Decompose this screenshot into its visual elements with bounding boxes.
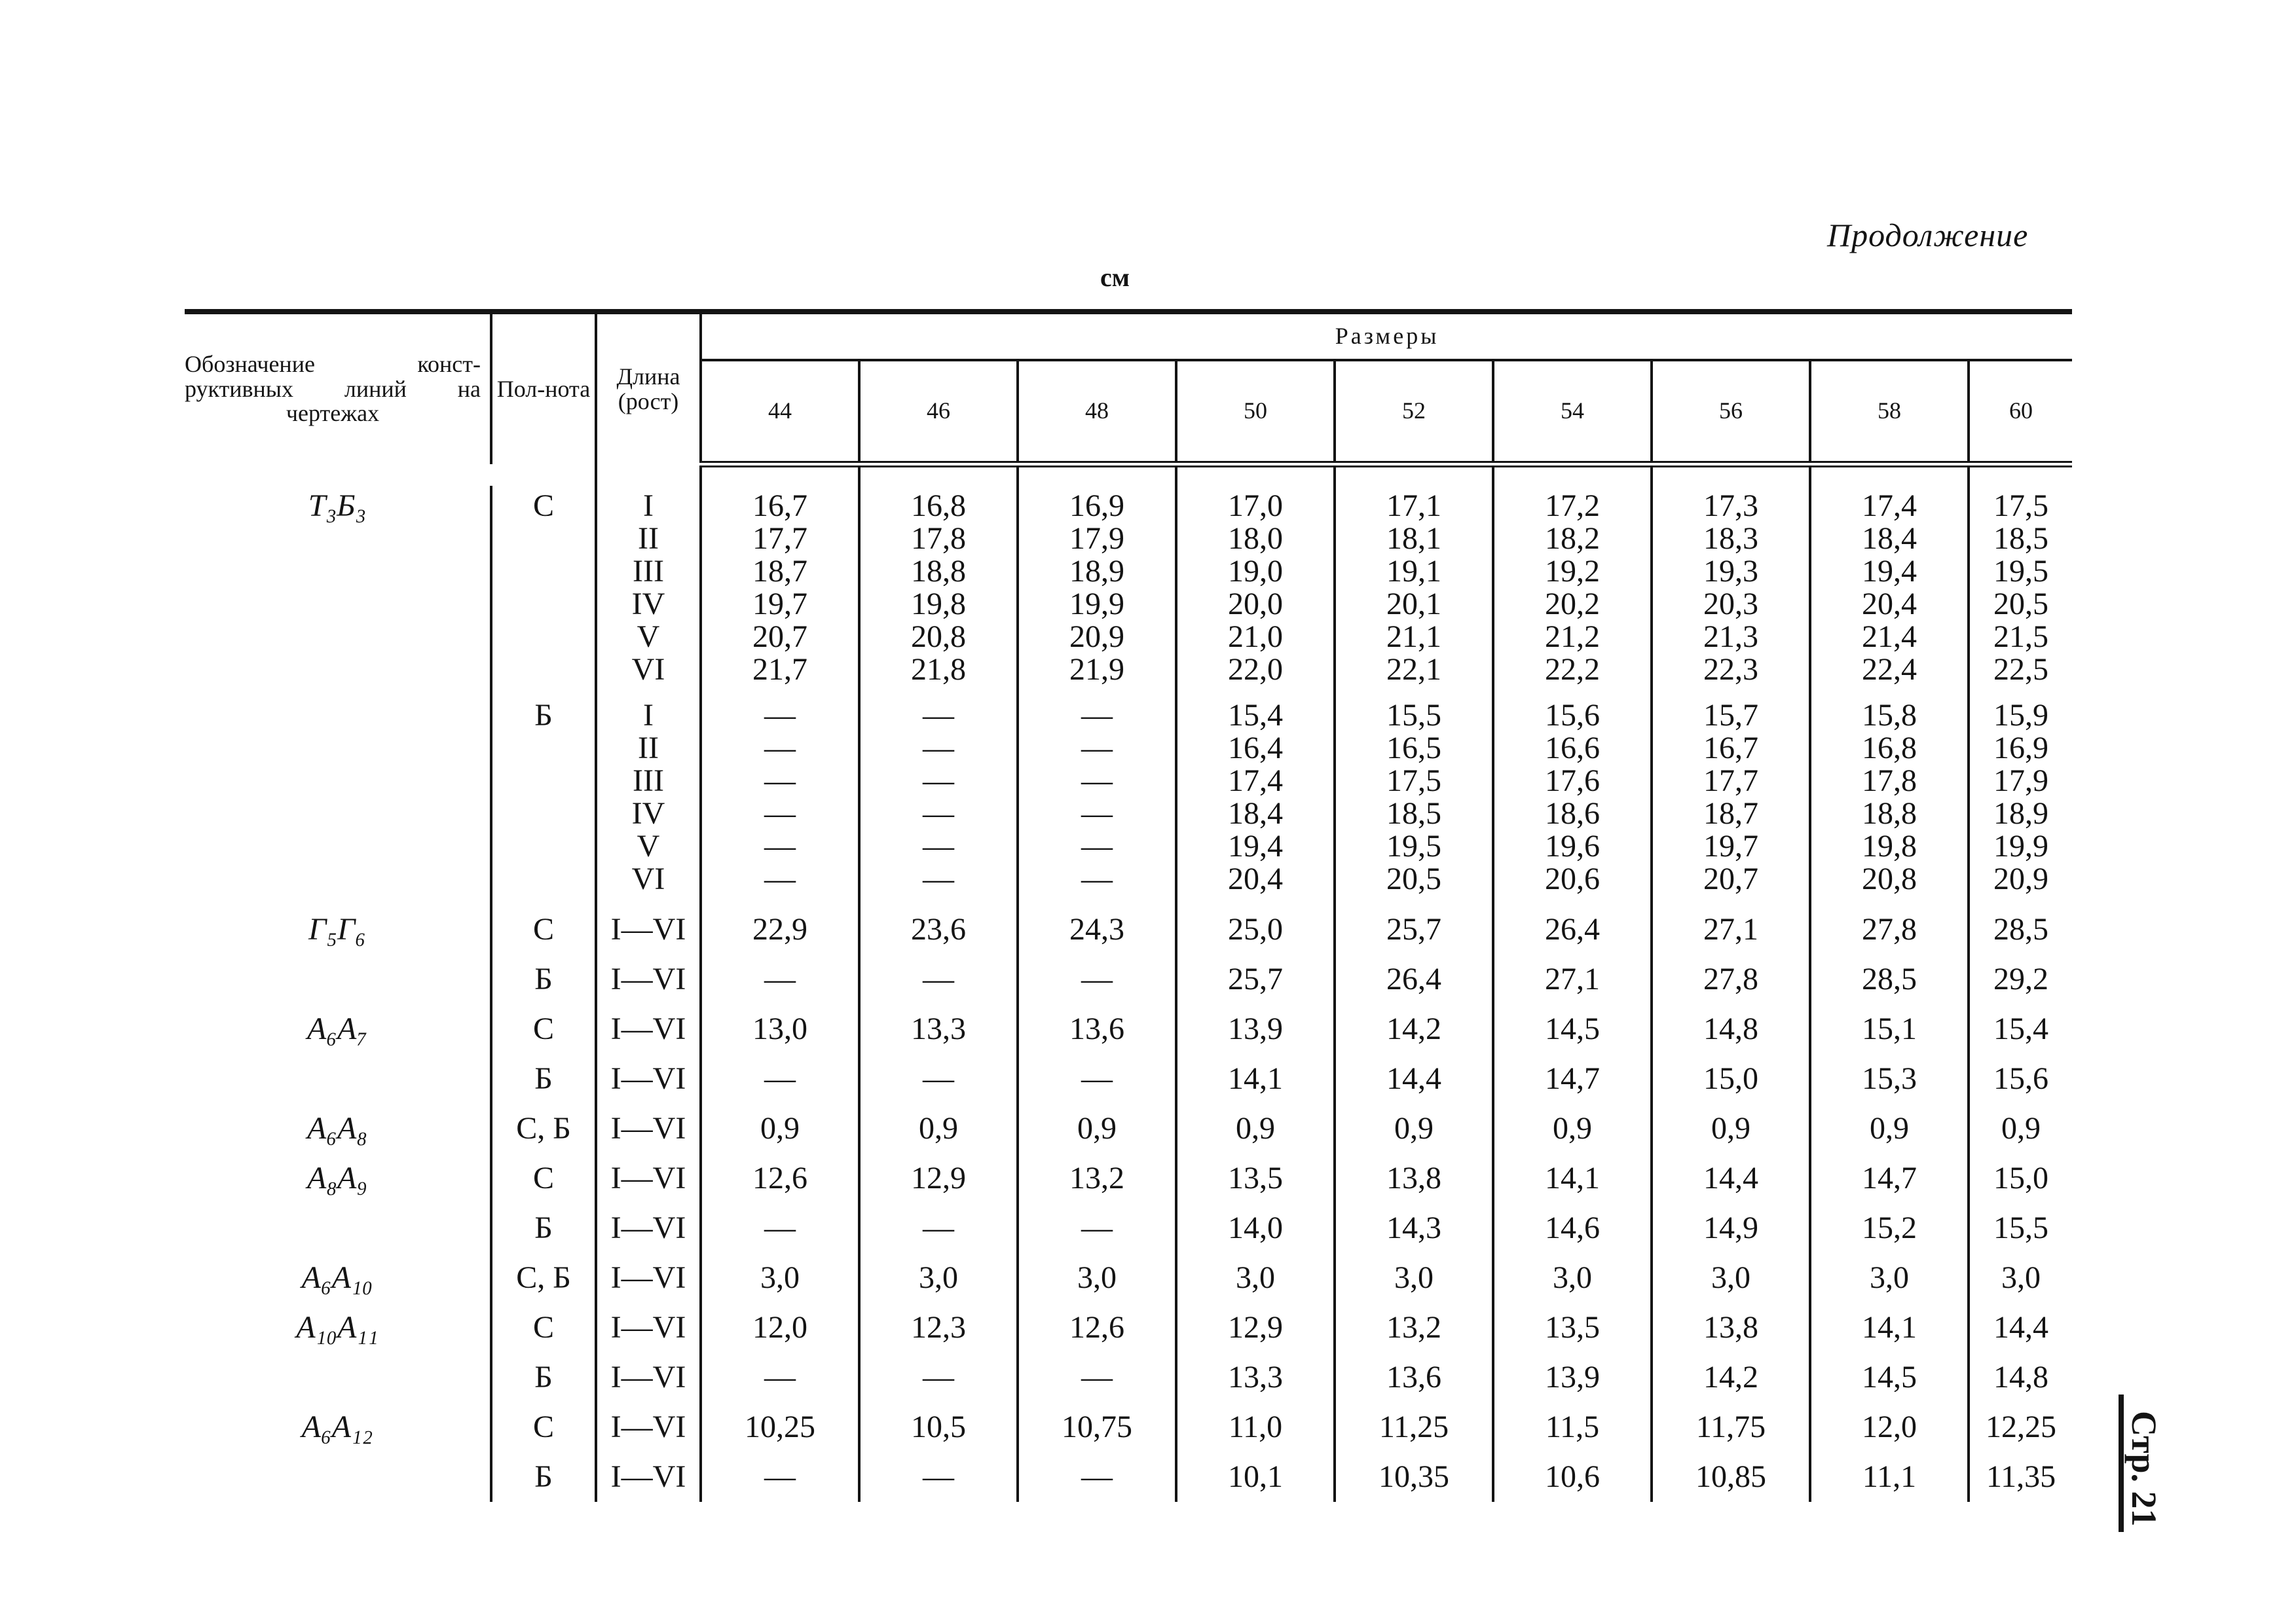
cell-size-58: 14,5 bbox=[1810, 1353, 1969, 1402]
table-row bbox=[185, 1054, 2072, 1104]
cell-size-46: 16,8 17,8 18,8 19,8 20,8 21,8 bbox=[859, 486, 1018, 695]
table-row bbox=[185, 1452, 2072, 1502]
cell-size-50: 15,4 16,4 17,4 18,4 19,4 20,4 bbox=[1176, 695, 1335, 905]
row-polnota: С bbox=[491, 1303, 596, 1353]
table-row bbox=[185, 1154, 2072, 1203]
table-row bbox=[185, 1353, 2072, 1402]
table-row bbox=[185, 955, 2072, 1004]
cell-size-46: — bbox=[859, 1452, 1018, 1502]
row-polnota: Б bbox=[491, 1452, 596, 1502]
table-row bbox=[185, 1004, 2072, 1054]
table-row bbox=[185, 1303, 2072, 1353]
row-designation: Т₃Б₃ bbox=[185, 486, 491, 695]
cell-size-58: 3,0 bbox=[1810, 1253, 1969, 1303]
cell-size-52: 25,7 bbox=[1335, 905, 1493, 955]
cell-size-48: — bbox=[1018, 1452, 1176, 1502]
cell-size-46: 10,5 bbox=[859, 1402, 1018, 1452]
size-header-44: 44 bbox=[701, 360, 859, 464]
row-polnota: С bbox=[491, 486, 596, 695]
cell-size-58: 12,0 bbox=[1810, 1402, 1969, 1452]
cell-size-58: 15,1 bbox=[1810, 1004, 1969, 1054]
cell-size-56: 14,2 bbox=[1652, 1353, 1810, 1402]
cell-size-56: 3,0 bbox=[1652, 1253, 1810, 1303]
row-length: I II III IV V VI bbox=[596, 695, 701, 905]
sizes-table bbox=[185, 309, 2072, 1502]
cell-size-48: 10,75 bbox=[1018, 1402, 1176, 1452]
cell-size-50: 12,9 bbox=[1176, 1303, 1335, 1353]
cell-size-44: 12,6 bbox=[701, 1154, 859, 1203]
cell-size-52: 13,8 bbox=[1335, 1154, 1493, 1203]
cell-size-56: 11,75 bbox=[1652, 1402, 1810, 1452]
cell-size-60: 28,5 bbox=[1993, 912, 2049, 947]
table-row bbox=[185, 1203, 2072, 1253]
cell-size-48: 0,9 bbox=[1018, 1104, 1176, 1154]
cell-size-46: 3,0 bbox=[859, 1253, 1018, 1303]
cell-size-52: 14,2 bbox=[1335, 1004, 1493, 1054]
cell-size-52: 0,9 bbox=[1335, 1104, 1493, 1154]
cell-size-46: — bbox=[859, 1054, 1018, 1104]
cell-size-60: 15,0 bbox=[1993, 1161, 2049, 1195]
header-designation: Обозначение конст-руктивных линий на чертежах bbox=[185, 312, 491, 464]
row-polnota: С, Б bbox=[491, 1104, 596, 1154]
row-length: I—VI bbox=[596, 905, 701, 955]
cell-size-44: 3,0 bbox=[701, 1253, 859, 1303]
cell-size-58: 14,7 bbox=[1810, 1154, 1969, 1203]
cell-size-54: 15,6 16,6 17,6 18,6 19,6 20,6 bbox=[1493, 695, 1652, 905]
unit-label: см bbox=[1100, 263, 1130, 292]
row-designation: А₆А₁₂ bbox=[185, 1402, 491, 1452]
cell-size-56: 27,8 bbox=[1652, 955, 1810, 1004]
row-designation: А₈А₉ bbox=[185, 1154, 491, 1203]
cell-size-56: 0,9 bbox=[1652, 1104, 1810, 1154]
cell-size-44: 16,7 17,7 18,7 19,7 20,7 21,7 bbox=[701, 486, 859, 695]
cell-size-48: 3,0 bbox=[1018, 1253, 1176, 1303]
cell-size-48: 24,3 bbox=[1018, 905, 1176, 955]
cell-size-52: 14,3 bbox=[1335, 1203, 1493, 1253]
cell-size-50: 10,1 bbox=[1176, 1452, 1335, 1502]
table-row bbox=[185, 1253, 2072, 1303]
cell-size-48: — bbox=[1018, 1054, 1176, 1104]
cell-size-46: 12,9 bbox=[859, 1154, 1018, 1203]
row-polnota: Б bbox=[491, 955, 596, 1004]
cell-size-60: 0,9 bbox=[2001, 1111, 2041, 1146]
cell-size-50: 14,1 bbox=[1176, 1054, 1335, 1104]
cell-size-44: — bbox=[701, 1203, 859, 1253]
cell-size-60: 14,8 bbox=[1993, 1360, 2049, 1395]
cell-size-60: 15,5 bbox=[1993, 1211, 2049, 1245]
cell-size-54: 17,2 18,2 19,2 20,2 21,2 22,2 bbox=[1493, 486, 1652, 695]
row-length: I—VI bbox=[596, 1004, 701, 1054]
cell-size-54: 11,5 bbox=[1493, 1402, 1652, 1452]
cell-size-46: — bbox=[859, 1353, 1018, 1402]
cell-size-50: 11,0 bbox=[1176, 1402, 1335, 1452]
cell-size-54: 13,9 bbox=[1493, 1353, 1652, 1402]
cell-size-60: 17,5 18,5 19,5 20,5 21,5 22,5 bbox=[1993, 488, 2049, 687]
cell-size-50: 13,9 bbox=[1176, 1004, 1335, 1054]
cell-size-58: 14,1 bbox=[1810, 1303, 1969, 1353]
row-length: I II III IV V VI bbox=[596, 486, 701, 695]
row-length: I—VI bbox=[596, 1253, 701, 1303]
cell-size-56: 14,4 bbox=[1652, 1154, 1810, 1203]
header-sizes: Размеры bbox=[701, 312, 2072, 360]
size-header-52: 52 bbox=[1335, 360, 1493, 464]
cell-size-52: 26,4 bbox=[1335, 955, 1493, 1004]
cell-size-48: 13,2 bbox=[1018, 1154, 1176, 1203]
row-length: I—VI bbox=[596, 1203, 701, 1253]
cell-size-60: 11,35 bbox=[1986, 1459, 2056, 1494]
cell-size-54: 26,4 bbox=[1493, 905, 1652, 955]
row-designation bbox=[185, 1452, 491, 1502]
row-polnota: С bbox=[491, 905, 596, 955]
row-designation bbox=[185, 1054, 491, 1104]
row-polnota: С bbox=[491, 1402, 596, 1452]
cell-size-52: 17,1 18,1 19,1 20,1 21,1 22,1 bbox=[1335, 486, 1493, 695]
cell-size-54: 3,0 bbox=[1493, 1253, 1652, 1303]
cell-size-46: 13,3 bbox=[859, 1004, 1018, 1054]
cell-size-54: 14,1 bbox=[1493, 1154, 1652, 1203]
cell-size-50: 3,0 bbox=[1176, 1253, 1335, 1303]
row-designation: Г₅Г₆ bbox=[185, 905, 491, 955]
cell-size-44: 0,9 bbox=[701, 1104, 859, 1154]
row-designation: А₆А₇ bbox=[185, 1004, 491, 1054]
table-body bbox=[185, 464, 2072, 1502]
cell-size-60: 15,4 bbox=[1993, 1012, 2049, 1046]
cell-size-50: 14,0 bbox=[1176, 1203, 1335, 1253]
cell-size-56: 15,7 16,7 17,7 18,7 19,7 20,7 bbox=[1652, 695, 1810, 905]
cell-size-58: 27,8 bbox=[1810, 905, 1969, 955]
cell-size-50: 13,3 bbox=[1176, 1353, 1335, 1402]
row-polnota: Б bbox=[491, 1353, 596, 1402]
cell-size-44: — — — — — — bbox=[701, 695, 859, 905]
cell-size-46: 12,3 bbox=[859, 1303, 1018, 1353]
page-number bbox=[2119, 1395, 2171, 1532]
cell-size-60: 29,2 bbox=[1993, 962, 2049, 996]
cell-size-58: 15,3 bbox=[1810, 1054, 1969, 1104]
cell-size-56: 14,9 bbox=[1652, 1203, 1810, 1253]
size-header-50: 50 bbox=[1176, 360, 1335, 464]
row-length: I—VI bbox=[596, 1452, 701, 1502]
cell-size-58: 0,9 bbox=[1810, 1104, 1969, 1154]
row-length: I—VI bbox=[596, 955, 701, 1004]
cell-size-50: 25,0 bbox=[1176, 905, 1335, 955]
row-polnota: С bbox=[491, 1154, 596, 1203]
table-row bbox=[185, 695, 2072, 905]
cell-size-52: 10,35 bbox=[1335, 1452, 1493, 1502]
cell-size-48: 13,6 bbox=[1018, 1004, 1176, 1054]
row-polnota: С bbox=[491, 1004, 596, 1054]
cell-size-56: 13,8 bbox=[1652, 1303, 1810, 1353]
table-row bbox=[185, 905, 2072, 955]
row-designation bbox=[185, 1353, 491, 1402]
cell-size-58: 15,8 16,8 17,8 18,8 19,8 20,8 bbox=[1810, 695, 1969, 905]
cell-size-46: 23,6 bbox=[859, 905, 1018, 955]
cell-size-56: 15,0 bbox=[1652, 1054, 1810, 1104]
cell-size-50: 0,9 bbox=[1176, 1104, 1335, 1154]
cell-size-52: 13,2 bbox=[1335, 1303, 1493, 1353]
cell-size-44: 13,0 bbox=[701, 1004, 859, 1054]
cell-size-48: 16,9 17,9 18,9 19,9 20,9 21,9 bbox=[1018, 486, 1176, 695]
cell-size-50: 25,7 bbox=[1176, 955, 1335, 1004]
cell-size-44: — bbox=[701, 1054, 859, 1104]
row-designation bbox=[185, 695, 491, 905]
cell-size-54: 13,5 bbox=[1493, 1303, 1652, 1353]
cell-size-56: 14,8 bbox=[1652, 1004, 1810, 1054]
cell-size-54: 14,6 bbox=[1493, 1203, 1652, 1253]
cell-size-48: — bbox=[1018, 1353, 1176, 1402]
row-designation bbox=[185, 1203, 491, 1253]
cell-size-58: 17,4 18,4 19,4 20,4 21,4 22,4 bbox=[1810, 486, 1969, 695]
table-row bbox=[185, 1104, 2072, 1154]
cell-size-44: 22,9 bbox=[701, 905, 859, 955]
cell-size-52: 3,0 bbox=[1335, 1253, 1493, 1303]
table-row bbox=[185, 1402, 2072, 1452]
cell-size-58: 28,5 bbox=[1810, 955, 1969, 1004]
row-designation: А₁₀А₁₁ bbox=[185, 1303, 491, 1353]
cell-size-56: 17,3 18,3 19,3 20,3 21,3 22,3 bbox=[1652, 486, 1810, 695]
cell-size-54: 10,6 bbox=[1493, 1452, 1652, 1502]
row-designation bbox=[185, 955, 491, 1004]
cell-size-52: 11,25 bbox=[1335, 1402, 1493, 1452]
cell-size-54: 14,7 bbox=[1493, 1054, 1652, 1104]
cell-size-60: 15,9 16,9 17,9 18,9 19,9 20,9 bbox=[1993, 698, 2049, 896]
cell-size-52: 15,5 16,5 17,5 18,5 19,5 20,5 bbox=[1335, 695, 1493, 905]
cell-size-46: — bbox=[859, 955, 1018, 1004]
row-length: I—VI bbox=[596, 1303, 701, 1353]
cell-size-60: 12,25 bbox=[1986, 1410, 2057, 1444]
size-header-46: 46 bbox=[859, 360, 1018, 464]
cell-size-48: — — — — — — bbox=[1018, 695, 1176, 905]
cell-size-44: — bbox=[701, 1353, 859, 1402]
row-length: I—VI bbox=[596, 1353, 701, 1402]
cell-size-58: 11,1 bbox=[1810, 1452, 1969, 1502]
cell-size-52: 14,4 bbox=[1335, 1054, 1493, 1104]
size-header-54: 54 bbox=[1493, 360, 1652, 464]
size-header-60: 60 bbox=[1969, 360, 2072, 464]
cell-size-60: 14,4 bbox=[1993, 1310, 2049, 1345]
row-length: I—VI bbox=[596, 1054, 701, 1104]
cell-size-50: 13,5 bbox=[1176, 1154, 1335, 1203]
cell-size-46: 0,9 bbox=[859, 1104, 1018, 1154]
cell-size-60: 3,0 bbox=[2001, 1260, 2041, 1295]
cell-size-50: 17,0 18,0 19,0 20,0 21,0 22,0 bbox=[1176, 486, 1335, 695]
cell-size-48: — bbox=[1018, 1203, 1176, 1253]
row-length: I—VI bbox=[596, 1402, 701, 1452]
row-polnota: Б bbox=[491, 1054, 596, 1104]
row-polnota: Б bbox=[491, 1203, 596, 1253]
size-header-48: 48 bbox=[1018, 360, 1176, 464]
cell-size-44: 10,25 bbox=[701, 1402, 859, 1452]
cell-size-60: 15,6 bbox=[1993, 1061, 2049, 1096]
cell-size-44: — bbox=[701, 955, 859, 1004]
cell-size-44: — bbox=[701, 1452, 859, 1502]
cell-size-48: — bbox=[1018, 955, 1176, 1004]
page-number-text: Стр. 21 bbox=[2124, 1411, 2164, 1527]
cell-size-54: 0,9 bbox=[1493, 1104, 1652, 1154]
table-row bbox=[185, 486, 2072, 695]
cell-size-46: — — — — — — bbox=[859, 695, 1018, 905]
size-header-56: 56 bbox=[1652, 360, 1810, 464]
cell-size-44: 12,0 bbox=[701, 1303, 859, 1353]
cell-size-48: 12,6 bbox=[1018, 1303, 1176, 1353]
header-polnota: Пол-нота bbox=[491, 312, 596, 464]
continuation-label: Продолжение bbox=[1827, 217, 2029, 253]
cell-size-46: — bbox=[859, 1203, 1018, 1253]
row-polnota: Б bbox=[491, 695, 596, 905]
cell-size-58: 15,2 bbox=[1810, 1203, 1969, 1253]
size-header-58: 58 bbox=[1810, 360, 1969, 464]
cell-size-52: 13,6 bbox=[1335, 1353, 1493, 1402]
cell-size-54: 14,5 bbox=[1493, 1004, 1652, 1054]
row-polnota: С, Б bbox=[491, 1253, 596, 1303]
row-designation: А₆А₈ bbox=[185, 1104, 491, 1154]
cell-size-54: 27,1 bbox=[1493, 955, 1652, 1004]
header-length: Длина (рост) bbox=[596, 312, 701, 464]
page-number-rule bbox=[2119, 1395, 2124, 1532]
cell-size-56: 10,85 bbox=[1652, 1452, 1810, 1502]
row-length: I—VI bbox=[596, 1154, 701, 1203]
row-length: I—VI bbox=[596, 1104, 701, 1154]
row-designation: А₆А₁₀ bbox=[185, 1253, 491, 1303]
cell-size-56: 27,1 bbox=[1652, 905, 1810, 955]
